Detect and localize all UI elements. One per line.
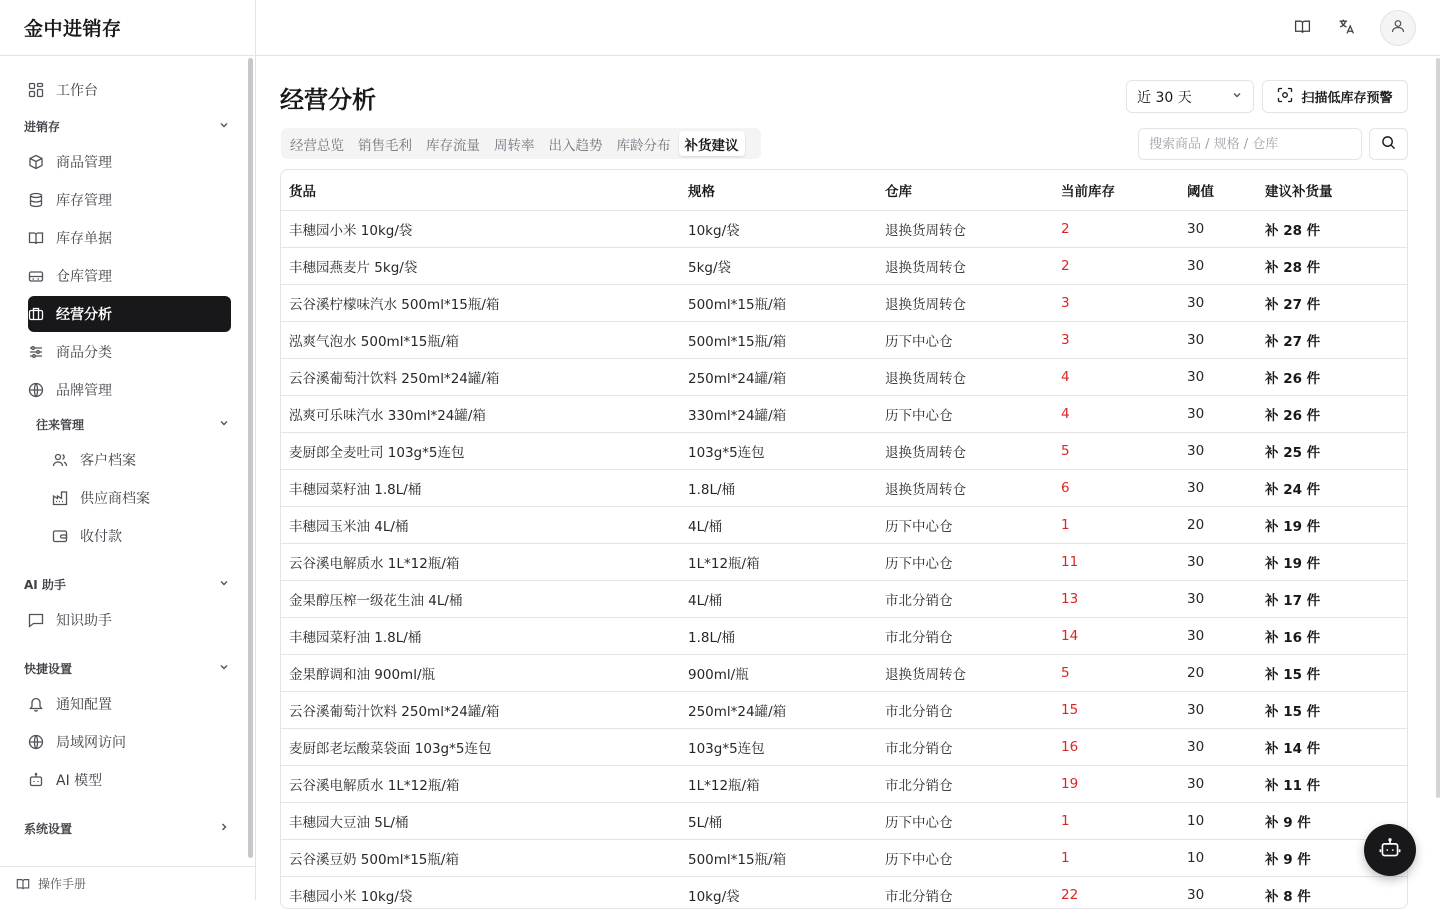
cell-stock: 19	[1053, 765, 1179, 802]
cell-threshold: 30	[1179, 284, 1257, 321]
cell-spec: 4L/桶	[680, 580, 877, 617]
sidebar-item-customers[interactable]	[52, 442, 231, 478]
sidebar	[0, 0, 256, 900]
cell-spec: 5L/桶	[680, 802, 877, 839]
cell-product: 云谷溪豆奶 500ml*15瓶/箱	[281, 839, 680, 876]
cell-stock: 1	[1053, 506, 1179, 543]
cell-threshold: 30	[1179, 395, 1257, 432]
cell-stock: 2	[1053, 247, 1179, 284]
bell-icon	[28, 696, 44, 712]
cell-warehouse: 历下中心仓	[877, 395, 1053, 432]
cell-threshold: 30	[1179, 728, 1257, 765]
cell-threshold: 30	[1179, 469, 1257, 506]
cell-stock: 16	[1053, 728, 1179, 765]
table-row[interactable]	[281, 802, 1407, 839]
book-icon	[1294, 18, 1311, 39]
tab-overview[interactable]: 经营总览	[290, 137, 344, 154]
cell-stock: 1	[1053, 839, 1179, 876]
cell-product: 泓爽气泡水 500ml*15瓶/箱	[281, 321, 680, 358]
sidebar-item-label: 供应商档案	[80, 491, 150, 507]
group-label: 往来管理	[36, 417, 85, 432]
cell-stock: 4	[1053, 358, 1179, 395]
cell-stock: 22	[1053, 876, 1179, 909]
tab-sales-margin[interactable]: 销售毛利	[358, 137, 412, 154]
group-label: AI 助手	[24, 577, 66, 592]
sidebar-item-brands[interactable]	[28, 372, 231, 408]
ai-assistant-button[interactable]	[1364, 824, 1416, 876]
cell-warehouse: 市北分销仓	[877, 765, 1053, 802]
cell-product: 云谷溪电解质水 1L*12瓶/箱	[281, 765, 680, 802]
cell-suggest: 补 26 件	[1257, 358, 1407, 395]
cell-product: 泓爽可乐味汽水 330ml*24罐/箱	[281, 395, 680, 432]
cell-stock: 1	[1053, 802, 1179, 839]
factory-icon	[52, 490, 68, 506]
table-row[interactable]	[281, 469, 1407, 506]
column-header[interactable]: 当前库存	[1053, 170, 1179, 210]
cell-threshold: 30	[1179, 321, 1257, 358]
table-row[interactable]	[281, 765, 1407, 802]
cell-suggest: 补 8 件	[1257, 876, 1407, 909]
page-title: 经营分析	[280, 86, 376, 114]
search-input[interactable]	[1138, 128, 1362, 160]
database-icon	[28, 192, 44, 208]
language-button[interactable]	[1330, 12, 1362, 44]
scan-icon	[1277, 87, 1293, 107]
date-range-select[interactable]	[1126, 80, 1254, 113]
group-contacts[interactable]	[36, 412, 230, 436]
chevron-down-icon	[218, 119, 230, 134]
top-bar	[256, 0, 1440, 56]
cell-spec: 5kg/袋	[680, 247, 877, 284]
sidebar-item-label: 商品管理	[56, 155, 112, 171]
group-label: 系统设置	[24, 821, 73, 836]
cell-stock: 2	[1053, 210, 1179, 247]
cell-suggest: 补 11 件	[1257, 765, 1407, 802]
table-row[interactable]	[281, 432, 1407, 469]
cell-suggest: 补 27 件	[1257, 284, 1407, 321]
sidebar-item-label: 经营分析	[56, 307, 112, 323]
message-icon	[28, 612, 44, 628]
cell-suggest: 补 9 件	[1257, 839, 1407, 876]
cell-stock: 4	[1053, 395, 1179, 432]
sidebar-item-label: 仓库管理	[56, 269, 112, 285]
grid-icon	[28, 82, 44, 98]
cell-product: 丰穗园燕麦片 5kg/袋	[281, 247, 680, 284]
cell-threshold: 10	[1179, 839, 1257, 876]
cell-spec: 10kg/袋	[680, 210, 877, 247]
cell-threshold: 20	[1179, 654, 1257, 691]
cell-threshold: 30	[1179, 617, 1257, 654]
cell-spec: 10kg/袋	[680, 876, 877, 909]
sidebar-item-ai-model[interactable]	[28, 762, 231, 798]
sidebar-item-label: 收付款	[80, 529, 122, 545]
cell-suggest: 补 19 件	[1257, 543, 1407, 580]
cell-product: 麦厨郎老坛酸菜袋面 103g*5连包	[281, 728, 680, 765]
table-row[interactable]	[281, 284, 1407, 321]
scan-button-label: 扫描低库存预警	[1301, 91, 1393, 106]
sidebar-item-label: 客户档案	[80, 453, 136, 469]
package-icon	[28, 154, 44, 170]
sidebar-scrollbar[interactable]	[248, 58, 253, 858]
cell-spec: 330ml*24罐/箱	[680, 395, 877, 432]
group-quick[interactable]	[24, 656, 230, 680]
sidebar-item-label: 知识助手	[56, 613, 112, 629]
cell-threshold: 30	[1179, 358, 1257, 395]
table-row[interactable]	[281, 839, 1407, 876]
cell-spec: 250ml*24罐/箱	[680, 691, 877, 728]
avatar[interactable]	[1380, 10, 1416, 46]
cell-stock: 14	[1053, 617, 1179, 654]
group-label: 进销存	[24, 119, 61, 134]
cell-spec: 500ml*15瓶/箱	[680, 839, 877, 876]
cell-stock: 5	[1053, 654, 1179, 691]
cell-suggest: 补 15 件	[1257, 654, 1407, 691]
cell-threshold: 30	[1179, 691, 1257, 728]
cell-threshold: 30	[1179, 543, 1257, 580]
cell-stock: 13	[1053, 580, 1179, 617]
group-inventory[interactable]	[24, 114, 230, 138]
search-icon	[1381, 135, 1396, 154]
cell-warehouse: 市北分销仓	[877, 580, 1053, 617]
table-row[interactable]	[281, 247, 1407, 284]
cell-product: 丰穗园玉米油 4L/桶	[281, 506, 680, 543]
sidebar-item-notify[interactable]	[28, 686, 231, 722]
cell-warehouse: 退换货周转仓	[877, 358, 1053, 395]
sidebar-item-label: 库存单据	[56, 231, 112, 247]
cell-suggest: 补 25 件	[1257, 432, 1407, 469]
cell-warehouse: 退换货周转仓	[877, 247, 1053, 284]
cell-warehouse: 退换货周转仓	[877, 210, 1053, 247]
cell-stock: 5	[1053, 432, 1179, 469]
restock-table	[280, 169, 1408, 909]
cell-product: 丰穗园小米 10kg/袋	[281, 210, 680, 247]
cell-warehouse: 退换货周转仓	[877, 469, 1053, 506]
cell-suggest: 补 14 件	[1257, 728, 1407, 765]
tab-restock[interactable]: 补货建议	[679, 131, 745, 156]
cell-product: 丰穗园菜籽油 1.8L/桶	[281, 469, 680, 506]
cell-warehouse: 历下中心仓	[877, 802, 1053, 839]
sidebar-item-workbench[interactable]	[28, 72, 231, 108]
table-row[interactable]	[281, 210, 1407, 247]
table-row[interactable]	[281, 358, 1407, 395]
main-scrollbar[interactable]	[1436, 58, 1440, 798]
warehouse-icon	[28, 268, 44, 284]
cell-spec: 1.8L/桶	[680, 469, 877, 506]
cell-warehouse: 历下中心仓	[877, 839, 1053, 876]
cell-product: 麦厨郎全麦吐司 103g*5连包	[281, 432, 680, 469]
cell-product: 云谷溪葡萄汁饮料 250ml*24罐/箱	[281, 691, 680, 728]
chevron-down-icon	[218, 417, 230, 432]
docs-button[interactable]	[1286, 12, 1318, 44]
sidebar-nav	[0, 56, 250, 866]
sidebar-item-warehouse[interactable]	[28, 258, 231, 294]
tab-in-out-trend[interactable]: 出入趋势	[548, 137, 603, 154]
cell-warehouse: 市北分销仓	[877, 876, 1053, 909]
book-icon	[28, 230, 44, 246]
sidebar-item-label: 工作台	[56, 83, 98, 99]
cell-product: 金果醇调和油 900ml/瓶	[281, 654, 680, 691]
cell-product: 丰穗园大豆油 5L/桶	[281, 802, 680, 839]
table-row[interactable]	[281, 617, 1407, 654]
chevron-down-icon	[1231, 89, 1243, 105]
analytics-tabs	[281, 128, 761, 159]
cell-threshold: 30	[1179, 580, 1257, 617]
users-icon	[52, 452, 68, 468]
table-row[interactable]	[281, 506, 1407, 543]
sidebar-item-label: 局域网访问	[56, 735, 126, 751]
globe-icon	[28, 382, 44, 398]
cell-suggest: 补 17 件	[1257, 580, 1407, 617]
column-header[interactable]: 阈值	[1179, 170, 1257, 210]
tab-stock-flow[interactable]: 库存流量	[426, 137, 480, 154]
group-label: 快捷设置	[24, 661, 73, 676]
table-row[interactable]	[281, 876, 1407, 909]
cell-threshold: 10	[1179, 802, 1257, 839]
manual-label: 操作手册	[38, 877, 87, 891]
sidebar-item-categories[interactable]	[28, 334, 231, 370]
cell-suggest: 补 9 件	[1257, 802, 1407, 839]
cell-spec: 900ml/瓶	[680, 654, 877, 691]
cell-suggest: 补 19 件	[1257, 506, 1407, 543]
cell-spec: 103g*5连包	[680, 728, 877, 765]
cell-warehouse: 市北分销仓	[877, 617, 1053, 654]
cell-product: 云谷溪电解质水 1L*12瓶/箱	[281, 543, 680, 580]
sidebar-item-payments[interactable]	[52, 518, 231, 554]
cell-threshold: 30	[1179, 876, 1257, 909]
app-title: 金中进销存	[0, 0, 255, 56]
wallet-icon	[52, 528, 68, 544]
sidebar-item-products[interactable]	[28, 144, 231, 180]
sidebar-item-analytics[interactable]	[28, 296, 231, 332]
cell-stock: 3	[1053, 284, 1179, 321]
sidebar-item-label: 通知配置	[56, 697, 112, 713]
cell-suggest: 补 28 件	[1257, 247, 1407, 284]
cell-suggest: 补 27 件	[1257, 321, 1407, 358]
cell-product: 云谷溪葡萄汁饮料 250ml*24罐/箱	[281, 358, 680, 395]
sliders-icon	[28, 344, 44, 360]
chevron-down-icon	[218, 577, 230, 592]
bot-icon	[1379, 837, 1401, 863]
chevron-right-icon	[218, 821, 230, 836]
cell-spec: 250ml*24罐/箱	[680, 358, 877, 395]
cell-spec: 1L*12瓶/箱	[680, 765, 877, 802]
cell-stock: 6	[1053, 469, 1179, 506]
cell-suggest: 补 24 件	[1257, 469, 1407, 506]
bot-icon	[28, 772, 44, 788]
cell-warehouse: 历下中心仓	[877, 543, 1053, 580]
sidebar-item-lan[interactable]	[28, 724, 231, 760]
cell-suggest: 补 16 件	[1257, 617, 1407, 654]
cell-spec: 1.8L/桶	[680, 617, 877, 654]
cell-product: 云谷溪柠檬味汽水 500ml*15瓶/箱	[281, 284, 680, 321]
cell-warehouse: 退换货周转仓	[877, 432, 1053, 469]
cell-threshold: 20	[1179, 506, 1257, 543]
column-header[interactable]: 规格	[680, 170, 877, 210]
cell-threshold: 30	[1179, 247, 1257, 284]
table-row[interactable]	[281, 691, 1407, 728]
column-header[interactable]: 建议补货量	[1257, 170, 1407, 210]
cell-product: 丰穗园小米 10kg/袋	[281, 876, 680, 909]
sidebar-item-knowledge[interactable]	[28, 602, 231, 638]
cell-warehouse: 市北分销仓	[877, 691, 1053, 728]
globe-icon	[28, 734, 44, 750]
table-row[interactable]	[281, 654, 1407, 691]
manual-link[interactable]	[0, 866, 255, 900]
sidebar-item-label: 商品分类	[56, 345, 112, 361]
table-row[interactable]	[281, 728, 1407, 765]
group-ai[interactable]	[24, 572, 230, 596]
cell-spec: 1L*12瓶/箱	[680, 543, 877, 580]
sidebar-item-stock[interactable]	[28, 182, 231, 218]
cell-spec: 103g*5连包	[680, 432, 877, 469]
chevron-down-icon	[218, 661, 230, 676]
cell-warehouse: 市北分销仓	[877, 728, 1053, 765]
book-icon	[16, 877, 30, 891]
table-row[interactable]	[281, 321, 1407, 358]
cell-product: 金果醇压榨一级花生油 4L/桶	[281, 580, 680, 617]
cell-spec: 500ml*15瓶/箱	[680, 321, 877, 358]
cell-warehouse: 退换货周转仓	[877, 654, 1053, 691]
tab-stock-age[interactable]: 库龄分布	[616, 137, 671, 154]
cell-warehouse: 历下中心仓	[877, 321, 1053, 358]
cell-product: 丰穗园菜籽油 1.8L/桶	[281, 617, 680, 654]
cell-stock: 11	[1053, 543, 1179, 580]
user-icon	[1390, 18, 1406, 38]
table-row[interactable]	[281, 543, 1407, 580]
scan-low-stock-button[interactable]	[1262, 80, 1408, 113]
translate-icon	[1338, 18, 1355, 39]
sidebar-item-suppliers[interactable]	[52, 480, 231, 516]
cell-stock: 3	[1053, 321, 1179, 358]
search-button[interactable]	[1369, 128, 1408, 160]
cell-warehouse: 历下中心仓	[877, 506, 1053, 543]
cell-threshold: 30	[1179, 765, 1257, 802]
cell-threshold: 30	[1179, 210, 1257, 247]
sidebar-item-label: 库存管理	[56, 193, 112, 209]
column-header[interactable]: 仓库	[877, 170, 1053, 210]
cell-suggest: 补 28 件	[1257, 210, 1407, 247]
sidebar-item-label: AI 模型	[56, 773, 103, 789]
briefcase-icon	[28, 306, 44, 322]
cell-suggest: 补 15 件	[1257, 691, 1407, 728]
date-range-value: 近 30 天	[1137, 89, 1192, 106]
group-system[interactable]	[24, 816, 230, 840]
tab-turnover[interactable]: 周转率	[494, 137, 535, 154]
cell-stock: 15	[1053, 691, 1179, 728]
cell-threshold: 30	[1179, 432, 1257, 469]
cell-spec: 500ml*15瓶/箱	[680, 284, 877, 321]
sidebar-item-stock-docs[interactable]	[28, 220, 231, 256]
column-header[interactable]: 货品	[281, 170, 680, 210]
sidebar-item-label: 品牌管理	[56, 383, 112, 399]
table-row[interactable]	[281, 580, 1407, 617]
cell-spec: 4L/桶	[680, 506, 877, 543]
cell-warehouse: 退换货周转仓	[877, 284, 1053, 321]
table-row[interactable]	[281, 395, 1407, 432]
table-header-row	[281, 170, 1407, 210]
cell-suggest: 补 26 件	[1257, 395, 1407, 432]
